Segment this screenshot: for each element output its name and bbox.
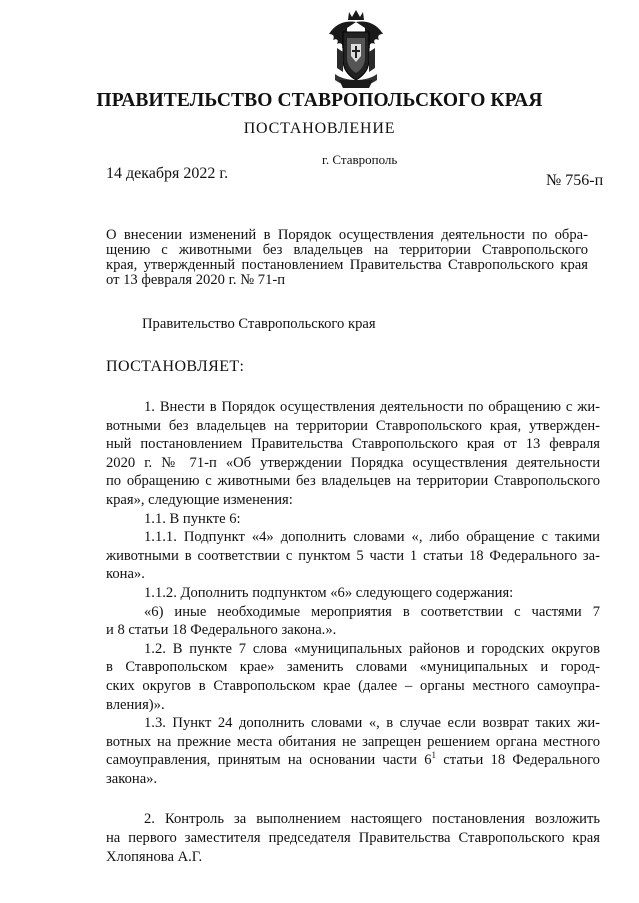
text-line: 2. Контроль за выполнением настоящего постановления возложить bbox=[144, 811, 600, 828]
subject-line: от 13 февраля 2020 г. № 71-п bbox=[106, 272, 286, 288]
text-line: ный постановлением Правительства Ставропольского края от 13 февраля bbox=[106, 436, 600, 453]
subject-line: края, утвержденный постановлением Правительства Ставропольского края bbox=[106, 257, 588, 273]
text-line: и 8 статьи 18 Федерального закона.». bbox=[106, 622, 337, 639]
text-line: ских округов в Ставропольском крае (далее – органы местного самоупра- bbox=[106, 677, 600, 694]
text-line: 1.1.1. Подпункт «4» дополнить словами «, либо обращение с такими bbox=[144, 529, 600, 546]
paragraph-1-2 bbox=[106, 640, 600, 714]
text-line: вления)». bbox=[106, 696, 165, 713]
document-type: ПОСТАНОВЛЕНИЕ bbox=[243, 120, 396, 137]
text-line: вотных на прежние места обитания не запрещен решением органа местного bbox=[106, 733, 600, 750]
superscript: 1 bbox=[431, 750, 437, 761]
text-line: в Ставропольском крае» заменить словами «муниципальных и город- bbox=[106, 659, 600, 676]
text-line: Хлопянова А.Г. bbox=[106, 848, 203, 865]
spacer bbox=[106, 788, 600, 810]
document-subject bbox=[106, 228, 588, 288]
text-line: края», следующие изменения: bbox=[106, 491, 293, 508]
paragraph-2 bbox=[106, 810, 600, 866]
text-line bbox=[106, 751, 600, 770]
government-title: ПРАВИТЕЛЬСТВО СТАВРОПОЛЬСКОГО КРАЯ bbox=[96, 90, 543, 111]
text-line: на первого заместителя председателя Правительства Ставропольского края bbox=[106, 830, 600, 847]
coat-of-arms-emblem bbox=[325, 8, 387, 90]
text-line: 2020 г. № 71-п «Об утверждении Порядка осуществления деятельности bbox=[106, 454, 600, 471]
paragraph-1 bbox=[106, 398, 600, 510]
document-date: 14 декабря 2022 г. bbox=[106, 165, 229, 182]
text-line: закона». bbox=[106, 770, 158, 787]
document-body bbox=[106, 398, 600, 866]
subject-line: щению с животными без владельцев на территории Ставропольского bbox=[106, 242, 588, 258]
document-number: № 756-п bbox=[546, 172, 604, 189]
text-segment: статьи 18 Федерального bbox=[436, 752, 600, 769]
text-line: 1. Внести в Порядок осуществления деятельности по обращению с жи- bbox=[144, 399, 600, 415]
paragraph-1-1-2: 1.1.2. Дополнить подпунктом «6» следующего содержания: bbox=[144, 584, 514, 601]
text-line: 1.2. В пункте 7 слова «муниципальных районов и городских округов bbox=[144, 640, 600, 657]
text-line: 1.3. Пункт 24 дополнить словами «, в случае если возврат таких жи- bbox=[144, 715, 600, 732]
text-line: по обращению с животными без владельцев на территории Ставропольского bbox=[106, 473, 600, 490]
text-line: вотными без владельцев на территории Ставропольского края, утвержден- bbox=[106, 417, 600, 434]
paragraph-1-1-2-text bbox=[106, 603, 600, 640]
text-line: «6) иные необходимые мероприятия в соответствии с частями 7 bbox=[144, 603, 600, 620]
text-segment: самоуправления, принятым на основании части 6 bbox=[106, 752, 432, 769]
resolves-heading: ПОСТАНОВЛЯЕТ: bbox=[106, 358, 245, 375]
text-line: кона». bbox=[106, 566, 145, 583]
city: г. Ставрополь bbox=[322, 152, 398, 167]
paragraph-1-1: 1.1. В пункте 6: bbox=[144, 510, 241, 527]
subject-line: О внесении изменений в Порядок осуществления деятельности по обра- bbox=[106, 227, 588, 243]
text-line: животными в соответствии с пунктом 5 части 1 статьи 18 Федерального за- bbox=[106, 547, 600, 564]
preamble: Правительство Ставропольского края bbox=[142, 316, 376, 332]
paragraph-1-3 bbox=[106, 714, 600, 788]
paragraph-1-1-1 bbox=[106, 528, 600, 584]
